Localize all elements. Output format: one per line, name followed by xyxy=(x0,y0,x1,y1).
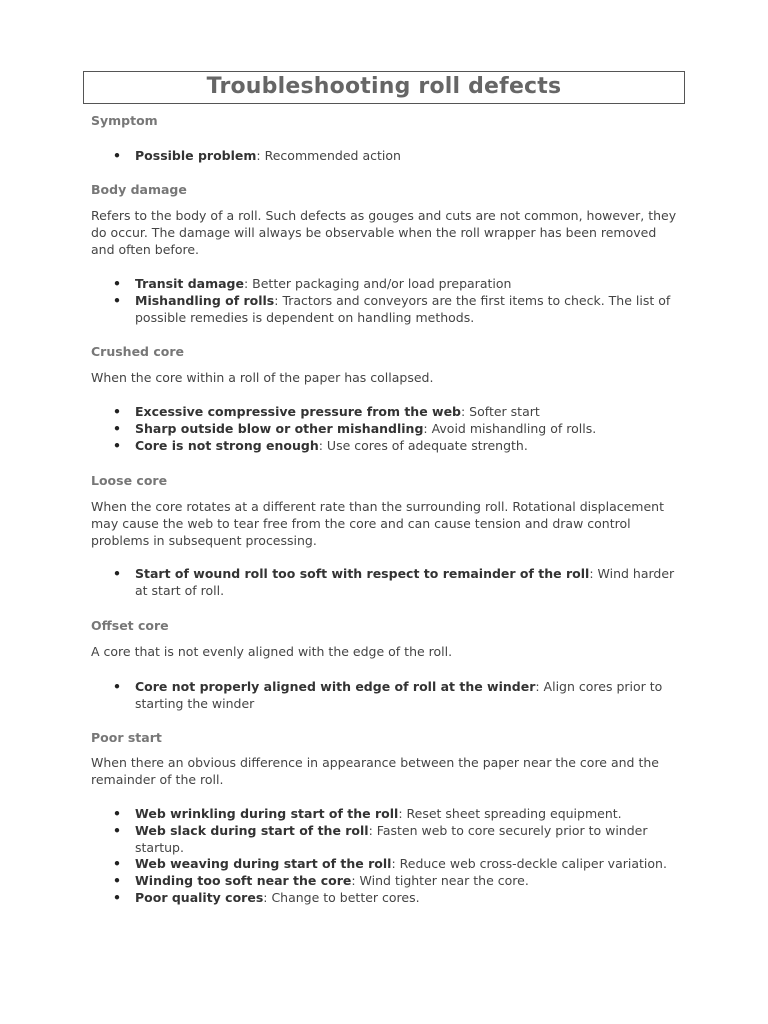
item-text: : Wind harder at start of roll. xyxy=(135,566,675,598)
list-item xyxy=(91,823,681,857)
item-term: Winding too soft near the core xyxy=(135,873,352,889)
bullet-icon: • xyxy=(113,856,121,872)
item-term: Core is not strong enough xyxy=(135,437,319,453)
bullet-list-crushed-core xyxy=(91,404,681,454)
item-text: : Recommended action xyxy=(256,148,401,163)
section-paragraph-crushed-core: When the core within a roll of the paper has collapsed. xyxy=(91,370,434,385)
item-term: Start of wound roll too soft with respect to remainder of the roll xyxy=(135,566,590,581)
list-item xyxy=(91,679,681,713)
bullet-icon: • xyxy=(113,292,121,308)
bullet-list-offset-core xyxy=(91,679,681,713)
list-item xyxy=(91,566,681,600)
list-item xyxy=(91,438,681,455)
bullet-icon: • xyxy=(113,822,121,838)
item-text: : Reset sheet spreading equipment. xyxy=(398,806,622,821)
bullet-icon: • xyxy=(113,566,121,581)
section-heading-offset-core: Offset core xyxy=(91,618,169,633)
item-term: Transit damage xyxy=(135,276,244,291)
list-item xyxy=(91,806,681,823)
list-item xyxy=(91,404,681,421)
item-text: : Align cores prior to starting the winder xyxy=(135,679,663,711)
bullet-icon: • xyxy=(113,679,121,694)
bullet-icon: • xyxy=(113,889,121,905)
item-text: : Better packaging and/or load preparation xyxy=(243,276,512,291)
bullet-list-symptom xyxy=(91,148,681,165)
page-title: Troubleshooting roll defects xyxy=(206,74,562,100)
item-term: Sharp outside blow or other mishandling xyxy=(135,420,424,436)
item-term: Web weaving during start of the roll xyxy=(135,856,392,872)
bullet-list-loose-core xyxy=(91,566,681,600)
bullet-icon: • xyxy=(113,148,121,163)
list-item xyxy=(91,856,681,873)
bullet-icon: • xyxy=(113,806,121,821)
list-item xyxy=(91,293,681,327)
bullet-icon: • xyxy=(113,404,121,419)
item-text: : Reduce web cross-deckle caliper variation. xyxy=(391,856,667,872)
item-term: Web slack during start of the roll xyxy=(135,822,369,838)
item-term: Poor quality cores xyxy=(135,889,264,905)
list-item xyxy=(91,421,681,438)
item-text: : Wind tighter near the core. xyxy=(351,873,529,889)
section-paragraph-loose-core: When the core rotates at a different rate than the surrounding roll. Rotational displacement may cause the web to tear free from the core and can cause tension and draw control problems in subsequent processing. xyxy=(91,499,664,548)
section-heading-crushed-core: Crushed core xyxy=(91,344,184,359)
list-item xyxy=(91,276,681,293)
section-paragraph-poor-start: When there an obvious difference in appearance between the paper near the core and the remainder of the roll. xyxy=(91,755,659,787)
bullet-icon: • xyxy=(113,276,121,291)
item-text: : Fasten web to core securely prior to winder startup. xyxy=(135,822,648,855)
item-text: : Tractors and conveyors are the first items to check. The list of possible remedies is dependent on handling methods. xyxy=(135,292,671,325)
section-heading-loose-core: Loose core xyxy=(91,473,168,488)
item-term: Web wrinkling during start of the roll xyxy=(135,806,399,821)
item-term: Mishandling of rolls xyxy=(135,292,275,308)
section-paragraph-body-damage: Refers to the body of a roll. Such defects as gouges and cuts are not common, however, they do occur. The damage will always be observable when the roll wrapper has been removed and often before. xyxy=(91,208,677,257)
list-item xyxy=(91,890,681,907)
section-paragraph-offset-core: A core that is not evenly aligned with the edge of the roll. xyxy=(91,644,453,659)
list-item xyxy=(91,873,681,890)
bullet-icon: • xyxy=(113,437,121,453)
item-text: : Change to better cores. xyxy=(263,889,420,905)
bullet-list-poor-start xyxy=(91,806,681,907)
title-box xyxy=(83,71,685,104)
bullet-list-body-damage xyxy=(91,276,681,326)
section-heading-poor-start: Poor start xyxy=(91,730,162,745)
list-item xyxy=(91,148,681,165)
bullet-icon: • xyxy=(113,873,121,889)
item-text: : Use cores of adequate strength. xyxy=(318,437,528,453)
item-term: Core not properly aligned with edge of roll at the winder xyxy=(135,679,536,694)
section-heading-symptom: Symptom xyxy=(91,113,158,128)
item-text: : Softer start xyxy=(461,404,540,419)
item-text: : Avoid mishandling of rolls. xyxy=(423,420,597,436)
section-heading-body-damage: Body damage xyxy=(91,182,187,197)
item-term: Excessive compressive pressure from the web xyxy=(135,404,461,419)
item-term: Possible problem xyxy=(135,148,257,163)
bullet-icon: • xyxy=(113,420,121,436)
